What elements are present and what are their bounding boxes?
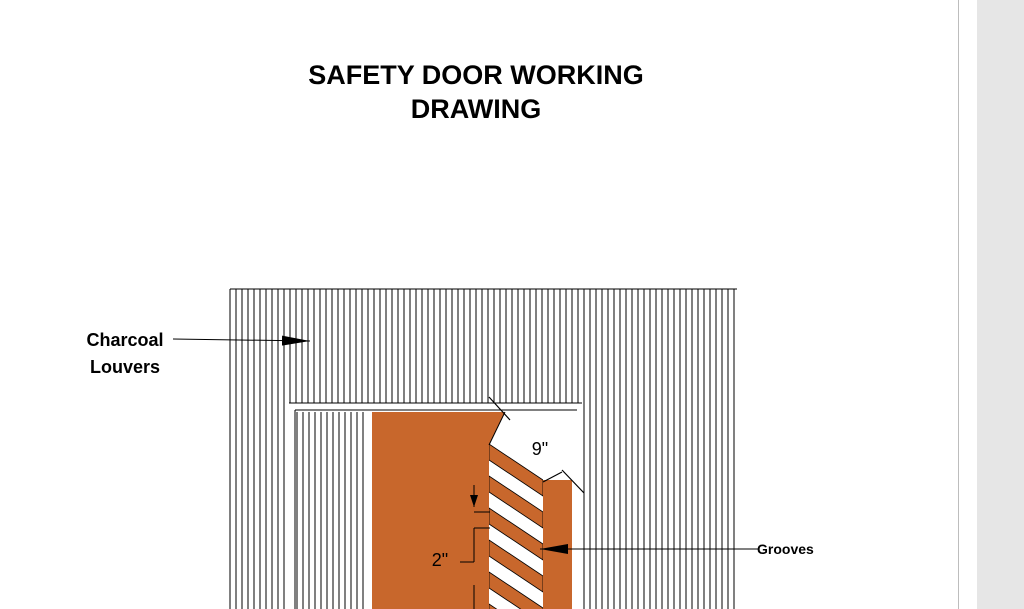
grooves-label: Grooves xyxy=(757,541,814,557)
viewer-background xyxy=(977,0,1024,609)
dimension-9-label: 9" xyxy=(531,439,549,459)
page-gutter xyxy=(959,0,977,609)
dimension-2-label: 2" xyxy=(431,550,449,570)
title-line-2: DRAWING xyxy=(410,94,542,124)
charcoal-label-line-1: Charcoal xyxy=(86,330,164,350)
title-line-1: SAFETY DOOR WORKING xyxy=(308,60,644,90)
charcoal-label-line-2: Louvers xyxy=(89,357,161,377)
